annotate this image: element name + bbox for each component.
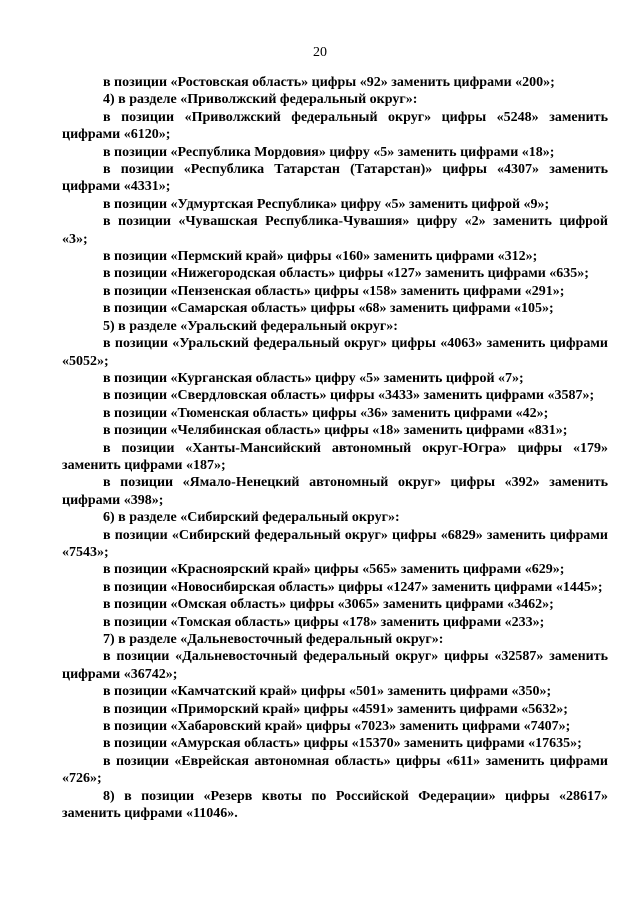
amendment-paragraph: в позиции «Новосибирская область» цифры «1247» заменить цифрами «1445»; [103, 579, 603, 595]
amendment-paragraph: в позиции «Челябинская область» цифры «18» заменить цифрами «831»; [103, 423, 568, 439]
amendment-paragraph: в позиции «Приволжский федеральный округ» цифры «5248» заменить цифрами «6120»; [62, 109, 608, 143]
amendment-paragraph: в позиции «Еврейская автономная область» цифры «611» заменить цифрами «726»; [62, 753, 608, 787]
amendment-paragraph: в позиции «Омская область» цифры «3065» заменить цифрами «3462»; [103, 597, 554, 613]
amendment-paragraph: в позиции «Тюменская область» цифры «36» заменить цифрами «42»; [103, 405, 549, 421]
amendment-paragraph: в позиции «Хабаровский край» цифры «7023» заменить цифрами «7407»; [103, 719, 571, 735]
section-heading: 5) в разделе «Уральский федеральный округ»: [103, 318, 398, 334]
document-body [62, 74, 608, 822]
amendment-paragraph: в позиции «Дальневосточный федеральный округ» цифры «32587» заменить цифрами «36742»; [62, 649, 608, 682]
amendment-paragraph: в позиции «Томская область» цифры «178» заменить цифрами «233»; [103, 614, 545, 630]
amendment-paragraph: в позиции «Ростовская область» цифры «92» заменить цифрами «200»; [103, 75, 555, 90]
amendment-paragraph: в позиции «Нижегородская область» цифры «127» заменить цифрами «635»; [103, 266, 589, 282]
amendment-paragraph: в позиции «Свердловская область» цифры «3433» заменить цифрами «3587»; [103, 388, 595, 404]
amendment-paragraph: 8) в позиции «Резерв квоты по Российской Федерации» цифры «28617» заменить цифрами «11046». [62, 788, 608, 822]
amendment-paragraph: в позиции «Камчатский край» цифры «501» заменить цифрами «350»; [103, 684, 552, 700]
amendment-paragraph: в позиции «Пермский край» цифры «160» заменить цифрами «312»; [103, 249, 538, 265]
amendment-paragraph: в позиции «Курганская область» цифру «5» заменить цифрой «7»; [103, 370, 524, 386]
amendment-paragraph: в позиции «Чувашская Республика-Чувашия» цифру «2» заменить цифрой «3»; [62, 214, 608, 247]
amendment-paragraph: в позиции «Республика Татарстан (Татарстан)» цифры «4307» заменить цифрами «4331»; [62, 162, 608, 195]
amendment-paragraph: в позиции «Удмуртская Республика» цифру «5» заменить цифрой «9»; [103, 196, 550, 212]
amendment-paragraph: в позиции «Сибирский федеральный округ» цифры «6829» заменить цифрами «7543»; [62, 527, 608, 560]
amendment-paragraph: в позиции «Амурская область» цифры «15370» заменить цифрами «17635»; [103, 736, 582, 752]
section-heading: 7) в разделе «Дальневосточный федеральный округ»: [103, 632, 444, 647]
amendment-paragraph: в позиции «Уральский федеральный округ» цифры «4063» заменить цифрами «5052»; [62, 336, 608, 369]
section-heading: 6) в разделе «Сибирский федеральный округ»: [103, 510, 400, 526]
amendment-paragraph: в позиции «Ямало-Ненецкий автономный округ» цифры «392» заменить цифрами «398»; [62, 475, 608, 508]
amendment-paragraph: в позиции «Приморский край» цифры «4591» заменить цифрами «5632»; [103, 701, 568, 717]
amendment-paragraph: в позиции «Республика Мордовия» цифру «5» заменить цифрами «18»; [103, 144, 555, 160]
amendment-paragraph: в позиции «Красноярский край» цифры «565» заменить цифрами «629»; [103, 562, 565, 578]
page-number: 20 [313, 45, 327, 60]
amendment-paragraph: в позиции «Самарская область» цифры «68» заменить цифрами «105»; [103, 301, 554, 317]
section-heading: 4) в разделе «Приволжский федеральный округ»: [103, 92, 418, 108]
amendment-paragraph: в позиции «Пензенская область» цифры «158» заменить цифрами «291»; [103, 283, 565, 299]
amendment-paragraph: в позиции «Ханты-Мансийский автономный округ-Югра» цифры «179» заменить цифрами «187»; [62, 440, 608, 473]
